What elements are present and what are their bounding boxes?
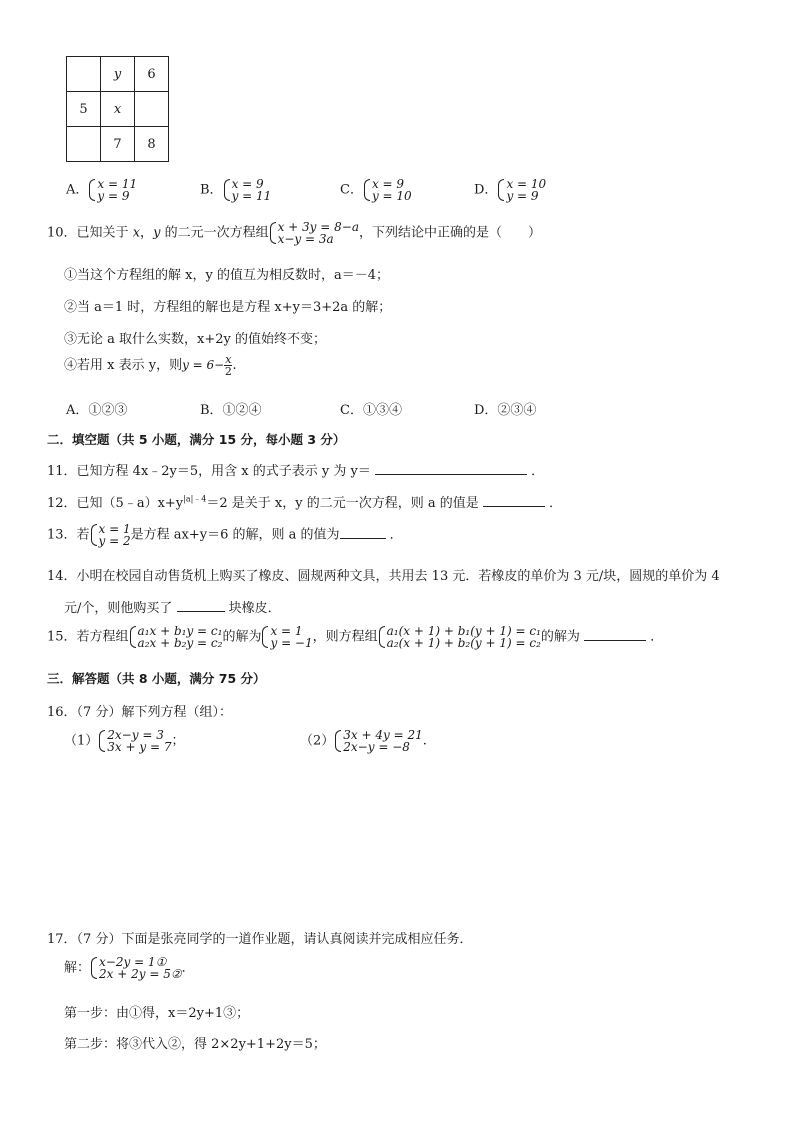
q17-step-2: 第二步：将③代入②，得 2×2y+1+2y＝5； <box>64 1037 326 1052</box>
answer-blank[interactable] <box>340 538 386 539</box>
q9-option-c[interactable]: C． x = 9 y = 10 <box>340 177 412 203</box>
equation-system: 2x−y = 3 3x + y = 7 <box>98 729 171 753</box>
number-grid <box>66 56 169 162</box>
grid-cell: 8 <box>135 127 169 162</box>
q13: 13．若 x = 1 y = 2 是方程 ax+y＝6 的解，则 a 的值为 ． <box>47 522 403 548</box>
q17-step-1: 第一步：由①得，x＝2y+1③； <box>64 1006 250 1021</box>
answer-blank[interactable] <box>584 640 646 641</box>
q17-title: 17．（7 分）下面是张亮同学的一道作业题，请认真阅读并完成相应任务． <box>47 932 473 947</box>
answer-blank[interactable] <box>177 611 225 612</box>
q10-statement-2: ②当 a＝1 时，方程组的解也是方程 x+y＝3+2a 的解； <box>64 300 392 315</box>
q12: 12．已知$(5﹣a)x+y^{|a|﹣4}=2$ 是关于 x，y 的二元一次方程，则 a 的值是 ． <box>47 494 563 511</box>
q9-option-a[interactable]: A． x = 11 y = 9 <box>66 177 138 203</box>
q16-part-1: （1） 2x−y = 3 3x + y = 7 ； <box>64 728 185 754</box>
equation-system: 3x + 4y = 21 2x−y = −8 <box>334 729 422 753</box>
q10-option-a[interactable]: A．①②③ <box>66 403 128 418</box>
grid-cell: 5 <box>67 92 101 127</box>
q15: 15．若方程组 a₁x + b₁y = c₁ a₂x + b₂y = c₂ 的解为 x = 1 y = −1 ，则方程组 a₁(x + 1) + b₁(y + 1) = c₁ a₂(x + 1) + b₂(y + 1) = c₂ 的解为 ． <box>47 624 664 650</box>
section-heading-fill-in: 二．填空题（共 5 小题，满分 15 分，每小题 3 分） <box>47 432 346 447</box>
grid-cell <box>135 92 169 127</box>
grid-cell: y <box>101 57 135 92</box>
q16-title: 16．（7 分）解下列方程（组）： <box>47 705 232 720</box>
q10-stem: 10．已知关于 x，y 的二元一次方程组 x + 3y = 8−a x−y = 3a ，下列结论中正确的是（ ） <box>47 220 541 246</box>
answer-blank[interactable] <box>483 506 545 507</box>
q17-solution-system: 解： x−2y = 1① 2x + 2y = 5② ． <box>64 955 195 981</box>
grid-cell <box>67 127 101 162</box>
equation-system: a₁x + b₁y = c₁ a₂x + b₂y = c₂ <box>129 625 223 649</box>
q10-statement-3: ③无论 a 取什么实数，x+2y 的值始终不变； <box>64 332 326 347</box>
q10-statement-4: ④若用 x 表示 y，则y = 6− $\frac{x}{2}$ . <box>64 353 237 378</box>
q16-part-2: （2） 3x + 4y = 21 2x−y = −8 . <box>300 728 427 754</box>
q14-line-2: 元/个，则他购买了 块橡皮． <box>64 601 281 616</box>
equation-system: x−2y = 1① 2x + 2y = 5② <box>90 956 182 980</box>
q10-option-d[interactable]: D．②③④ <box>474 403 537 418</box>
section-heading-solve: 三．解答题（共 8 小题，满分 75 分） <box>47 671 266 686</box>
equation-system: x = 9 y = 10 <box>363 178 412 202</box>
equation-system: x = 1 y = 2 <box>90 523 131 547</box>
equation-system: x = 11 y = 9 <box>88 178 137 202</box>
q10-statement-1: ①当这个方程组的解 x，y 的值互为相反数时，a＝－4； <box>64 268 389 283</box>
equation-system: x + 3y = 8−a x−y = 3a <box>269 221 359 245</box>
q11: 11．已知方程 4x﹣2y＝5，用含 x 的式子表示 y 为 y＝ ． <box>47 464 545 479</box>
grid-cell: x <box>101 92 135 127</box>
equation-system: a₁(x + 1) + b₁(y + 1) = c₁ a₂(x + 1) + b₂(y + 1) = c₂ <box>378 625 541 649</box>
q10-option-b[interactable]: B．①②④ <box>200 403 262 418</box>
grid-cell: 6 <box>135 57 169 92</box>
q9-option-d[interactable]: D． x = 10 y = 9 <box>474 177 547 203</box>
equation-system: x = 1 y = −1 <box>261 625 312 649</box>
grid-cell: 7 <box>101 127 135 162</box>
q14-line-1: 14．小明在校园自动售货机上购买了橡皮、圆规两种文具，共用去 13 元．若橡皮的单价为 3 元/块，圆规的单价为 4 <box>47 569 720 584</box>
equation-system: x = 9 y = 11 <box>223 178 272 202</box>
grid-cell <box>67 57 101 92</box>
answer-blank[interactable] <box>375 474 527 475</box>
equation-system: x = 10 y = 9 <box>497 178 546 202</box>
q9-option-b[interactable]: B． x = 9 y = 11 <box>200 177 272 203</box>
fraction: $\frac{x}{2}$ <box>224 353 232 378</box>
q10-option-c[interactable]: C．①③④ <box>340 403 402 418</box>
